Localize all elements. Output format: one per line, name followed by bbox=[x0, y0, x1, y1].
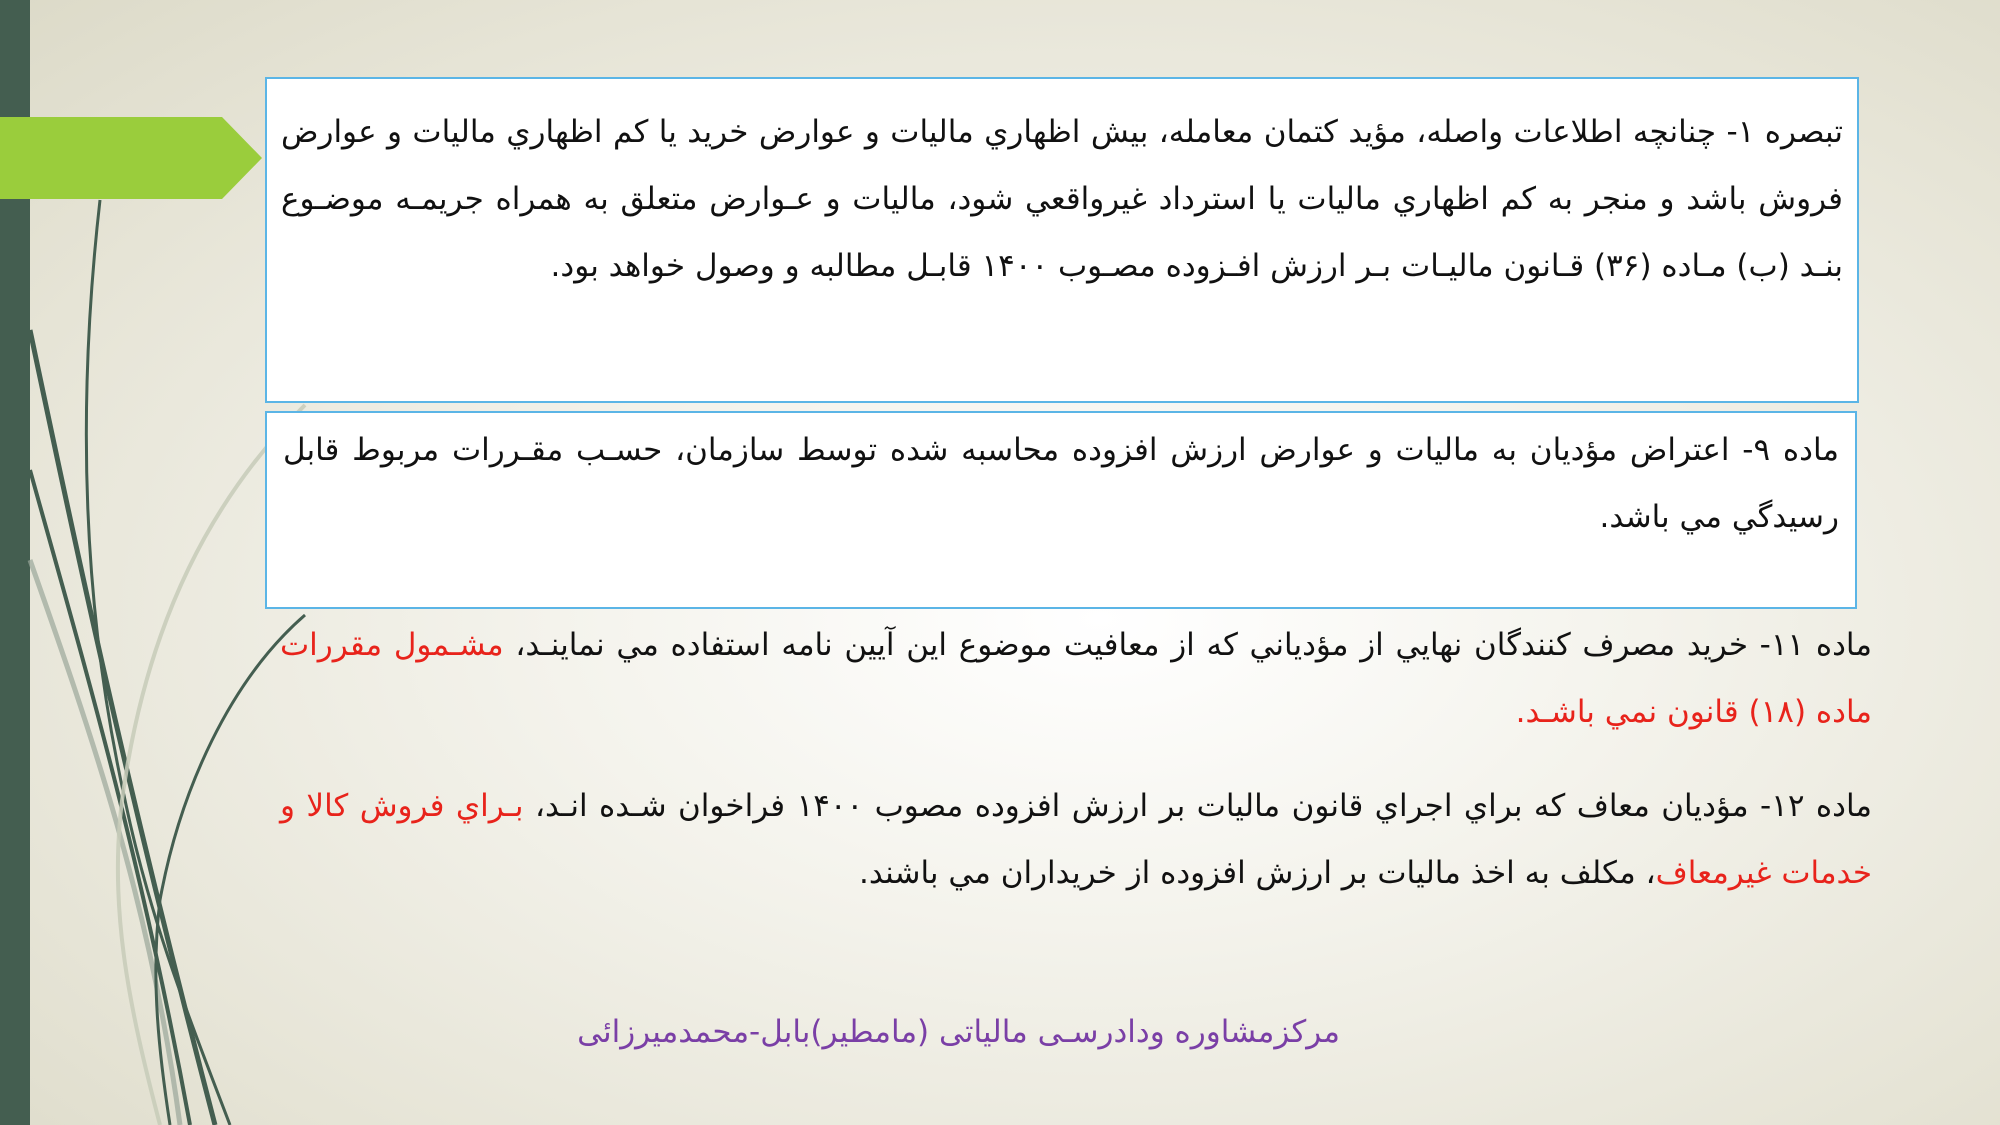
article12-highlight: بـراي فروش كالا و خدمات غيرمعاف bbox=[280, 788, 1872, 891]
article9-box bbox=[265, 411, 1857, 609]
article11-text: ماده ۱۱- خريد مصرف كنندگان نهايي از مؤدياني كه از معافيت موضوع اين آيين نامه استفاده مي نماينـد، bbox=[503, 627, 1872, 663]
note1-text: تبصره ۱- چنانچه اطلاعات واصله، مؤيد كتمان معامله، بيش اظهاري ماليات و عوارض خريد يا كم اظهاري ماليات و عوارض فروش باشد و منجر به كم اظهاري ماليات يا استرداد غيرواقعي شود، ماليات و عـوارض متعلق به همراه جريمـه موضـوع بنـد (ب) مـاده (۳۶) قـانون ماليـات بـر ارزش افـزوده مصـوب ۱۴۰۰ قابـل مطالبه و وصول خواهد بود. bbox=[281, 114, 1843, 284]
article11-paragraph bbox=[280, 612, 1872, 746]
footer-credit: مرکزمشاوره ودادرسـی مالیاتی (مامطیر)بابل-محمدمیرزائی bbox=[577, 1014, 1340, 1050]
green-arrow-icon bbox=[0, 117, 262, 199]
article11-highlight: مشـمول مقررات ماده (۱۸) قانون نمي باشـد. bbox=[280, 627, 1872, 730]
article12-paragraph bbox=[280, 773, 1872, 907]
article9-text: ماده ۹- اعتراض مؤديان به ماليات و عوارض ارزش افزوده محاسبه شده توسط سازمان، حسـب مقـررات مربوط قابل رسيدگي مي باشد. bbox=[283, 432, 1839, 535]
article12-text-end: ، مكلف به اخذ ماليات بر ارزش افزوده از خريداران مي باشند. bbox=[859, 855, 1656, 891]
note1-box bbox=[265, 77, 1859, 403]
article12-text-start: ماده ۱۲- مؤديان معاف كه براي اجراي قانون ماليات بر ارزش افزوده مصوب ۱۴۰۰ فراخوان شـده انـد، bbox=[523, 788, 1873, 824]
